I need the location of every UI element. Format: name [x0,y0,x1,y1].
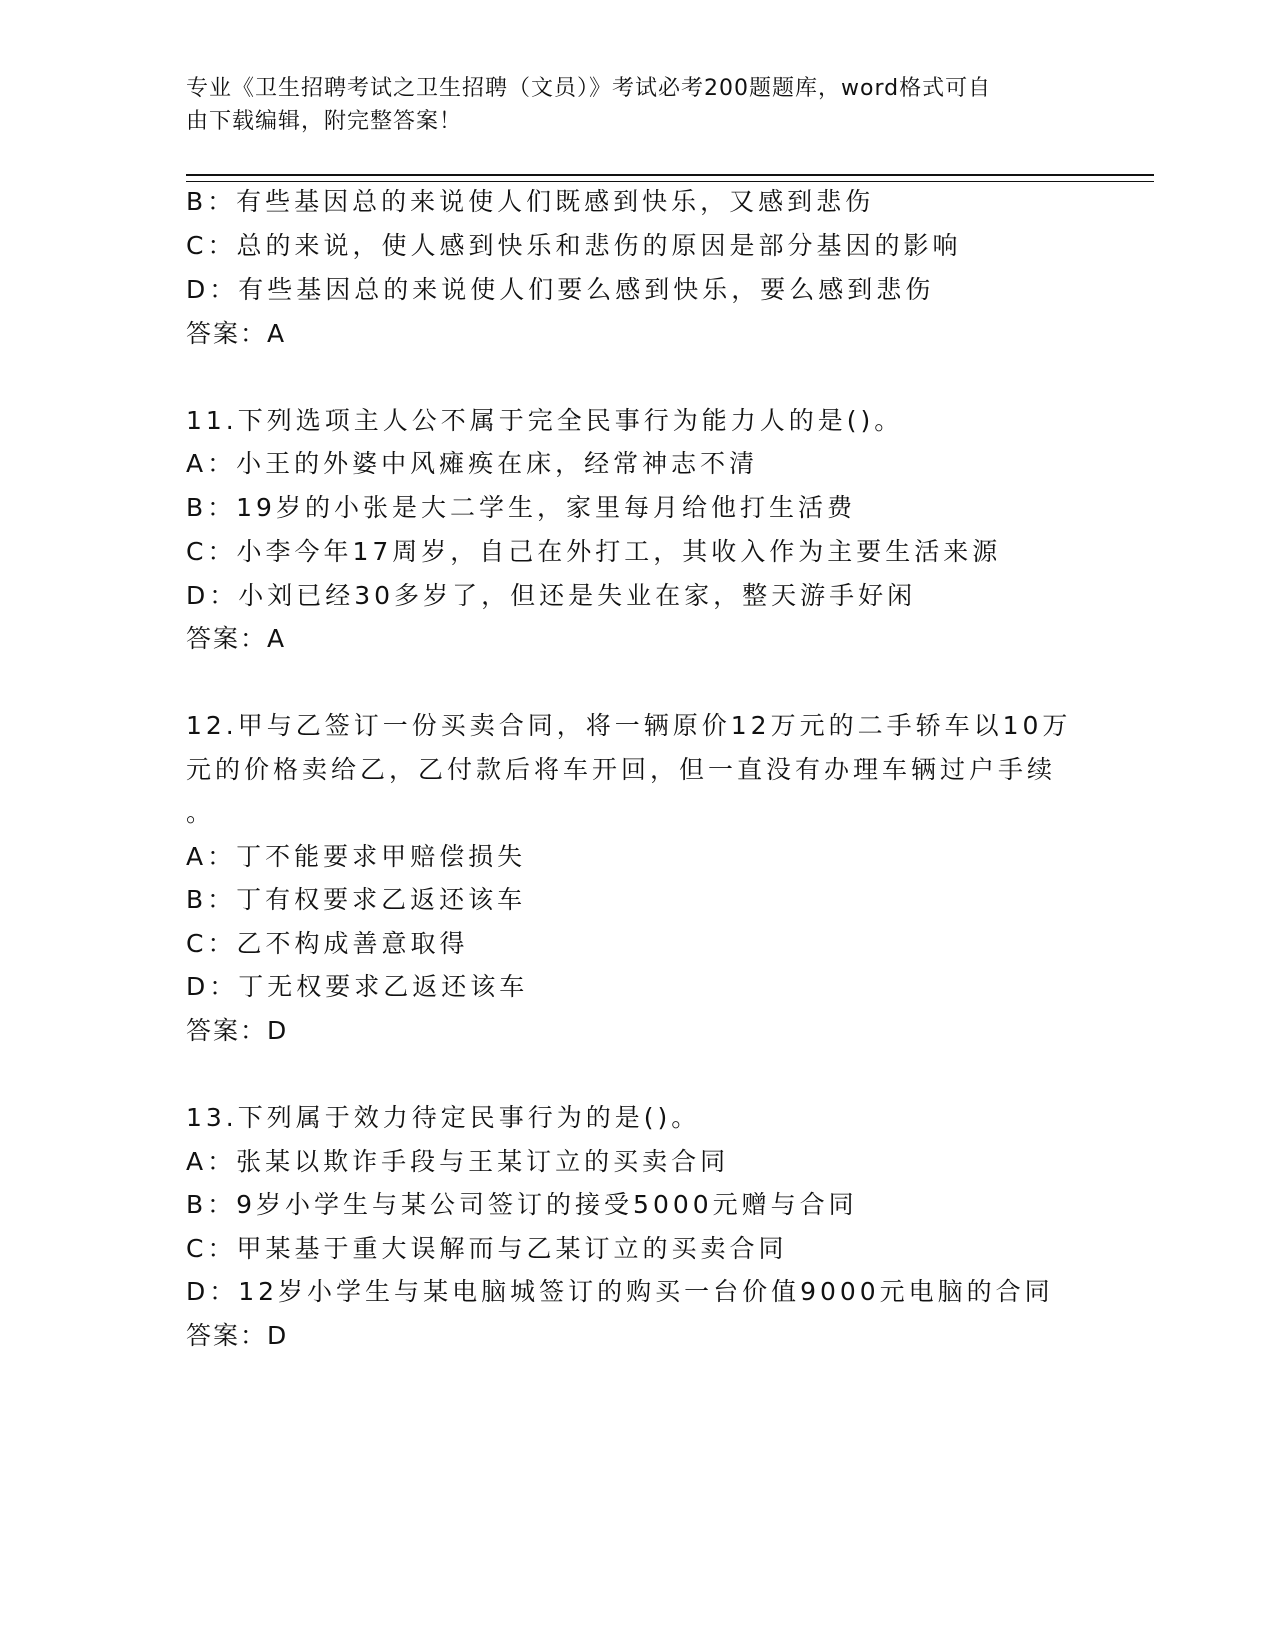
q11-option-d: D：小刘已经30多岁了，但还是失业在家，整天游手好闲 [186,581,917,610]
q11-option-b: B：19岁的小张是大二学生，家里每月给他打生活费 [186,493,856,522]
q12-stem-line-1: 12.甲与乙签订一份买卖合同，将一辆原价12万元的二手轿车以10万 [186,711,1072,740]
header-line-1: 专业《卫生招聘考试之卫生招聘（文员）》考试必考200题题库，word格式可自 [186,76,992,101]
q12-option-a: A：丁不能要求甲赔偿损失 [186,842,527,871]
q10-option-d: D：有些基因总的来说使人们要么感到快乐，要么感到悲伤 [186,275,935,304]
q12-stem-line-3: 。 [186,798,216,827]
q13-option-c: C：甲某基于重大误解而与乙某订立的买卖合同 [186,1234,788,1263]
q11-answer: 答案：A [186,624,287,653]
q12-option-c: C：乙不构成善意取得 [186,929,469,958]
q11-stem: 11.下列选项主人公不属于完全民事行为能力人的是()。 [186,406,904,435]
q12-option-d: D：丁无权要求乙返还该车 [186,972,529,1001]
header-divider-thin [186,181,1154,182]
q12-option-b: B：丁有权要求乙返还该车 [186,885,527,914]
q12-stem-line-2: 元的价格卖给乙，乙付款后将车开回，但一直没有办理车辆过户手续 [186,755,1057,784]
document-header [186,72,1066,138]
q11-option-a: A：小王的外婆中风瘫痪在床，经常神志不清 [186,449,759,478]
q13-option-d: D：12岁小学生与某电脑城签订的购买一台价值9000元电脑的合同 [186,1277,1054,1306]
q11-option-c: C：小李今年17周岁，自己在外打工，其收入作为主要生活来源 [186,537,1002,566]
q13-stem: 13.下列属于效力待定民事行为的是()。 [186,1103,701,1132]
q13-option-a: A：张某以欺诈手段与王某订立的买卖合同 [186,1147,730,1176]
header-divider-thick [186,174,1154,176]
q10-option-c: C：总的来说，使人感到快乐和悲伤的原因是部分基因的影响 [186,231,962,260]
q10-option-b: B：有些基因总的来说使人们既感到快乐，又感到悲伤 [186,187,875,216]
header-line-2: 由下载编辑，附完整答案！ [186,109,463,134]
q13-answer: 答案：D [186,1321,289,1350]
q12-answer: 答案：D [186,1016,289,1045]
q13-option-b: B：9岁小学生与某公司签订的接受5000元赠与合同 [186,1190,858,1219]
q10-answer: 答案：A [186,319,287,348]
